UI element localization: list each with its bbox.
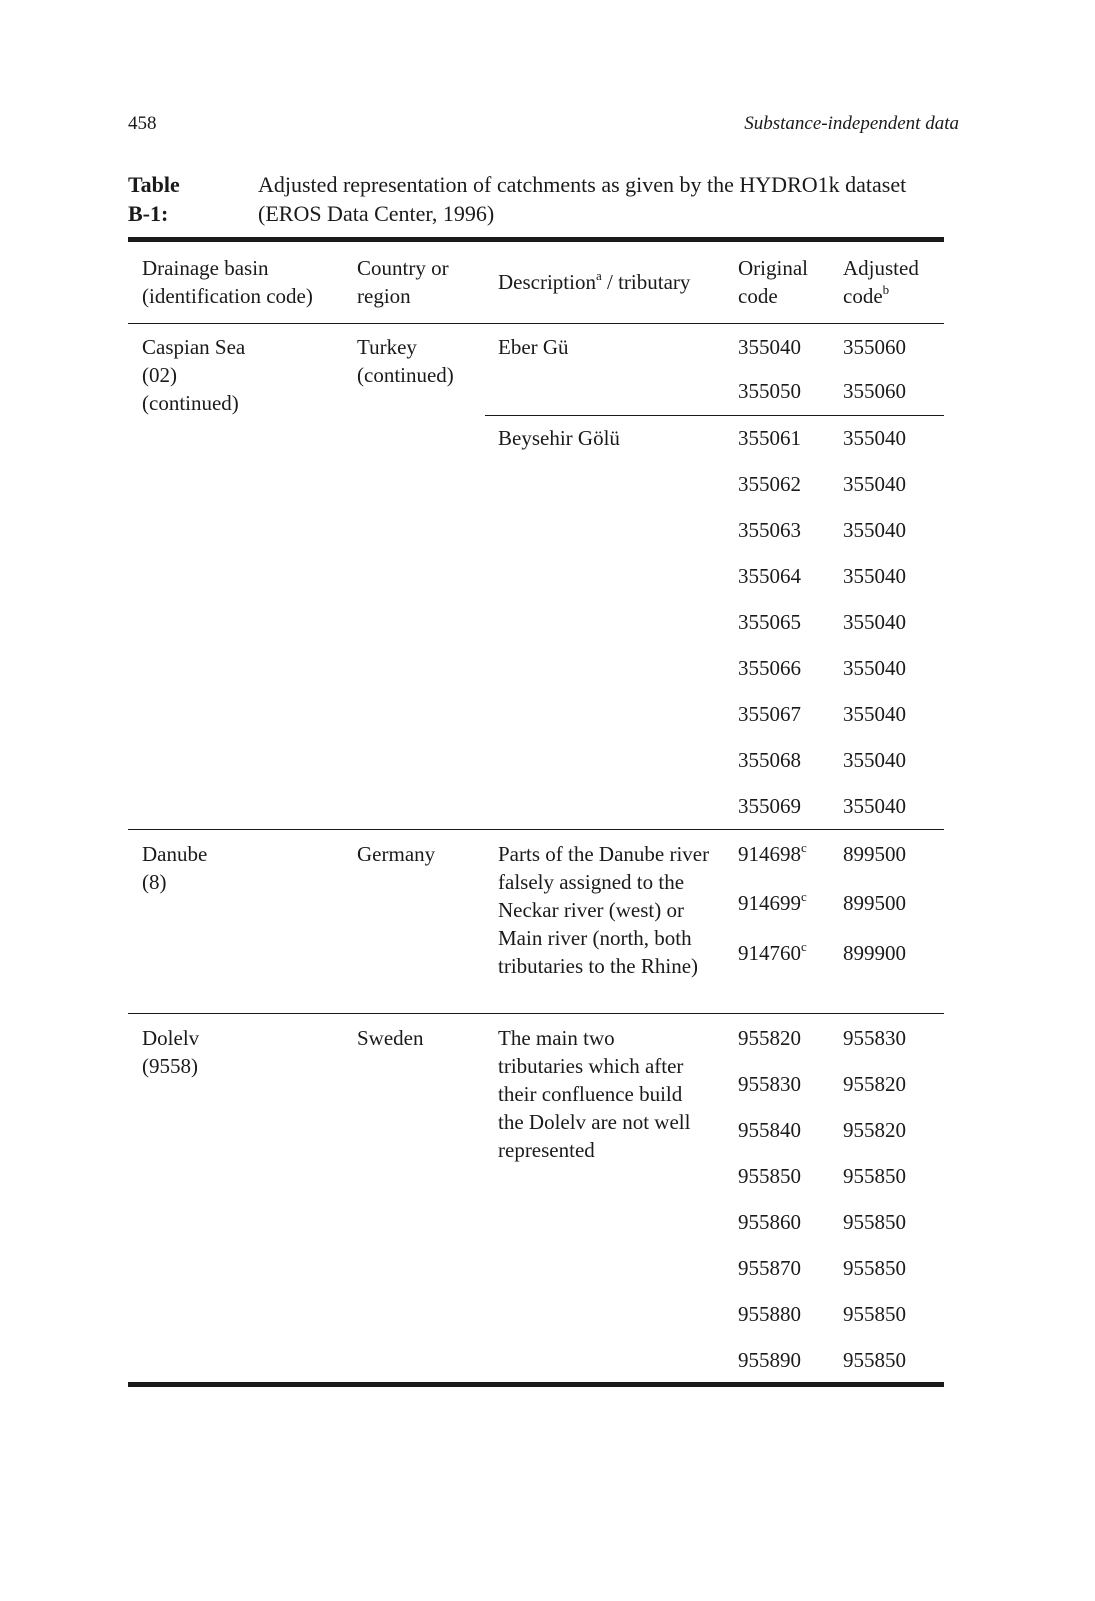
original-code: 914760$^c$	[738, 939, 807, 965]
original-code: 355040	[738, 335, 801, 359]
header-country-line1: Country or	[357, 256, 449, 280]
footnote-c-marker: c	[801, 840, 807, 855]
adjusted-code: 955820	[843, 1072, 906, 1096]
dolelv-country: Sweden	[357, 1026, 424, 1050]
caspian-basin-code: (02)	[142, 363, 177, 387]
danube-basin-name: Danube	[142, 842, 208, 866]
original-code: 355063	[738, 518, 801, 542]
original-code: 955860	[738, 1210, 801, 1234]
danube-country: Germany	[357, 842, 436, 866]
original-code: 955850	[738, 1164, 801, 1188]
table-bottom-rule	[128, 1382, 944, 1387]
adjusted-code: 955830	[843, 1026, 906, 1050]
original-code: 355062	[738, 472, 801, 496]
original-code: 355064	[738, 564, 801, 588]
header-adjusted-line2	[843, 282, 889, 310]
header-description	[498, 268, 690, 296]
caspian-country: Turkey	[357, 335, 417, 359]
caspian-basin-name: Caspian Sea	[142, 335, 246, 359]
dolelv-description: The main two tributaries which after their confluence build the Dolelv are not well represented	[498, 1026, 691, 1162]
caption-label: Table B-1:	[128, 172, 180, 226]
original-code: 355067	[738, 702, 801, 726]
original-code: 355050	[738, 379, 801, 403]
caspian-basin-note: (continued)	[142, 391, 239, 415]
adjusted-code: 355040	[843, 702, 906, 726]
original-code: 955880	[738, 1302, 801, 1326]
footnote-c-marker: c	[801, 889, 807, 904]
header-country-line2: region	[357, 284, 411, 308]
original-code: 955820	[738, 1026, 801, 1050]
header-original-line1: Original	[738, 256, 808, 280]
adjusted-code: 355040	[843, 472, 906, 496]
header-basin-line1: Drainage basin	[142, 256, 269, 280]
adjusted-code: 955850	[843, 1348, 906, 1372]
group-rule	[128, 1013, 944, 1014]
dolelv-basin-name: Dolelv	[142, 1026, 200, 1050]
original-code: 355069	[738, 794, 801, 818]
adjusted-code: 955850	[843, 1210, 906, 1234]
adjusted-code: 955850	[843, 1256, 906, 1280]
original-code: 355061	[738, 426, 801, 450]
running-head: Substance-independent data	[744, 113, 959, 134]
table-top-rule	[128, 237, 944, 242]
adjusted-code: 355040	[843, 748, 906, 772]
header-basin-line2: (identification code)	[142, 284, 313, 308]
original-code: 955830	[738, 1072, 801, 1096]
header-rule	[128, 323, 944, 324]
beysehir-description: Beysehir Gölü	[498, 426, 620, 450]
group-rule	[128, 829, 944, 830]
header-description-rest: / tributary	[601, 270, 691, 294]
adjusted-code: 355060	[843, 379, 906, 403]
header-adjusted-line2-text: code	[843, 284, 883, 308]
adjusted-code: 355040	[843, 610, 906, 634]
caspian-country-note: (continued)	[357, 363, 454, 387]
tributary-rule	[485, 415, 944, 416]
caption-text: Adjusted representation of catchments as given by the HYDRO1k dataset (EROS Data Center, 1996)	[258, 172, 907, 226]
original-code: 955840	[738, 1118, 801, 1142]
adjusted-code: 355040	[843, 564, 906, 588]
dolelv-basin-code: (9558)	[142, 1054, 198, 1078]
danube-description: Parts of the Danube river falsely assigned to the Neckar river (west) or Main river (north, both tributaries to the Rhine)	[498, 842, 710, 978]
adjusted-code: 355040	[843, 426, 906, 450]
adjusted-code: 355060	[843, 335, 906, 359]
header-original-line2: code	[738, 284, 778, 308]
header-adjusted-line1: Adjusted	[843, 256, 919, 280]
original-code: 914698$^c$	[738, 840, 807, 866]
adjusted-code: 955850	[843, 1302, 906, 1326]
original-code: 914699$^c$	[738, 889, 807, 915]
original-code: 355066	[738, 656, 801, 680]
danube-basin-code: (8)	[142, 870, 167, 894]
adjusted-code: 955820	[843, 1118, 906, 1142]
page-number: 458	[128, 113, 157, 134]
adjusted-code: 355040	[843, 794, 906, 818]
adjusted-code: 899900	[843, 941, 906, 965]
original-code: 355065	[738, 610, 801, 634]
adjusted-code: 955850	[843, 1164, 906, 1188]
adjusted-code: 355040	[843, 656, 906, 680]
footnote-a-marker: a	[595, 268, 602, 283]
adjusted-code: 899500	[843, 891, 906, 915]
adjusted-code: 355040	[843, 518, 906, 542]
original-code: 355068	[738, 748, 801, 772]
eber-description: Eber Gü	[498, 335, 569, 359]
header-description-text: Description	[498, 270, 596, 294]
adjusted-code: 899500	[843, 842, 906, 866]
original-code: 955870	[738, 1256, 801, 1280]
footnote-b-marker: b	[882, 282, 890, 297]
original-code: 955890	[738, 1348, 801, 1372]
footnote-c-marker: c	[801, 939, 807, 954]
